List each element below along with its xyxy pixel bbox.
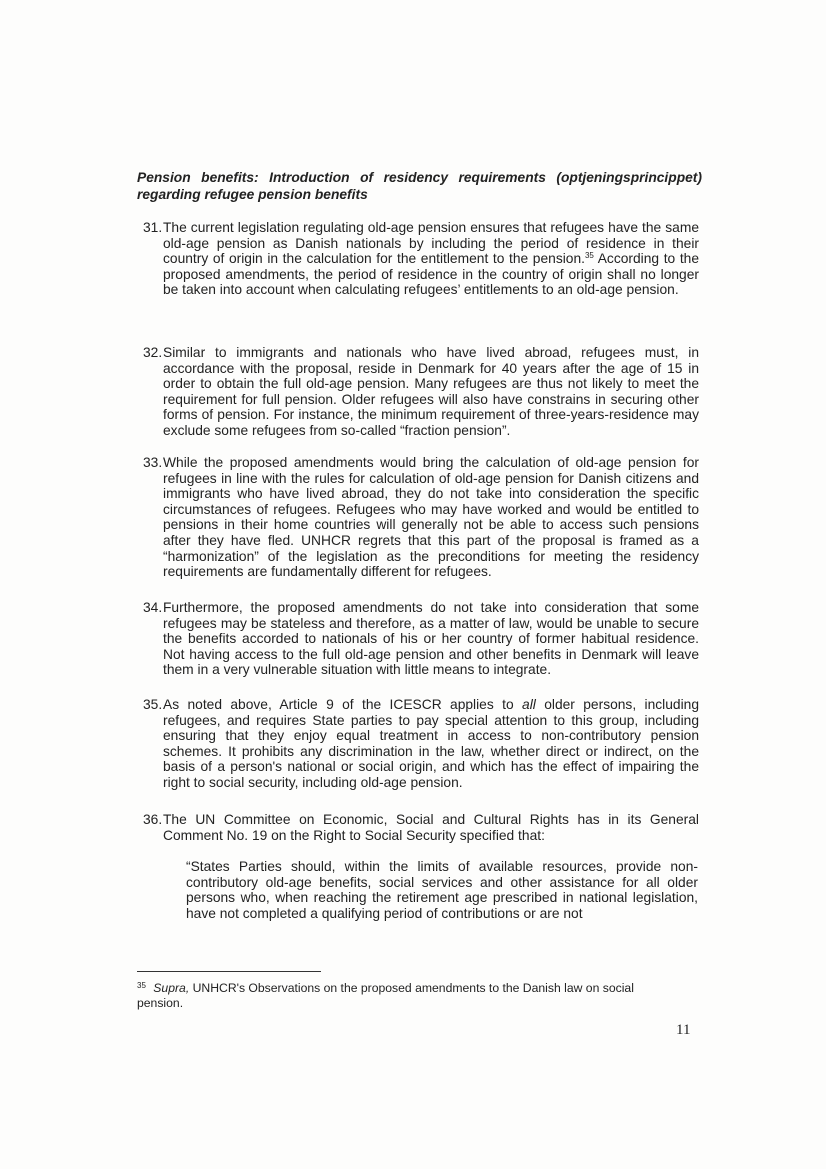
paragraph-number: 36. [143, 812, 163, 827]
footnote-reference[interactable]: 35 [584, 251, 594, 261]
paragraph-text-continued: According to the proposed amendments, the period of residence in the country of origin shall no longer be taken into account when calculating refugees’ entitlements to an old-age pension. [163, 251, 699, 298]
paragraph-number: 31. [143, 220, 163, 235]
paragraph-33 [143, 455, 699, 580]
paragraph-text: The UN Committee on Economic, Social and Cultural Rights has in its General Comment No. 19 on the Right to Social Security specified that: [163, 812, 699, 843]
paragraph-number: 34. [143, 600, 163, 615]
footnote [137, 978, 682, 1011]
paragraph-number: 33. [143, 455, 163, 470]
page-number: 11 [676, 1022, 691, 1038]
footnote-number: 35 [137, 981, 146, 990]
paragraph-text: While the proposed amendments would bring the calculation of old-age pension for refugees in line with the rules for calculation of old-age pension for Danish citizens and immigrants who have lived abroad, they do not take into consideration the specific circumstances of refugees. Refugees who may have worked and would be entitled to pensions in their home countries will generally not be able to access such pensions after they have fled. UNHCR regrets that this part of the proposal is framed as a “harmonization” of the legislation as the preconditions for meeting the residency requirements are fundamentally different for refugees. [163, 455, 699, 580]
paragraph-text: Similar to immigrants and nationals who have lived abroad, refugees must, in accordance with the proposal, reside in Denmark for 40 years after the age of 15 in order to obtain the full old-age pension. Many refugees are thus not likely to meet the requirement for full pension. Older refugees will also have constrains in securing other forms of pension. For instance, the minimum requirement of three-years-residence may exclude some refugees from so-called “fraction pension”. [163, 345, 699, 438]
section-heading: Pension benefits: Introduction of residency requirements (optjeningsprincippet) regarding refugee pension benefits [137, 170, 702, 202]
emphasis-text: all [522, 697, 536, 712]
paragraph-text: older persons, including refugees, and requires State parties to pay special attention to this group, including ensuring that they enjoy equal treatment in access to non-contributory pension schemes. It prohibits any discrimination in the law, whether direct or indirect, on the basis of a person's national or social origin, and which has the effect of impairing the right to social security, including old-age pension. [163, 697, 699, 790]
footnote-text: UNHCR's Observations on the proposed amendments to the Danish law on social pension. [137, 981, 634, 1010]
block-quote: “States Parties should, within the limits of available resources, provide non-contributory old-age benefits, social services and other assistance for all older persons who, when reaching the retirement age prescribed in national legislation, have not completed a qualifying period of contributions or are not [186, 859, 698, 921]
paragraph-text-lead: As noted above, Article 9 of the ICESCR applies to [163, 697, 514, 712]
paragraph-text: The current legislation regulating old-age pension ensures that refugees have the same old-age pension as Danish nationals by including the period of residence in their country of origin in the calculation for the entitlement to the pension. [163, 220, 699, 267]
footnote-divider [137, 971, 321, 972]
paragraph-34 [143, 600, 699, 678]
paragraph-number: 35. [143, 697, 163, 712]
paragraph-31 [143, 220, 699, 298]
paragraph-number: 32. [143, 345, 163, 360]
paragraph-32 [143, 345, 699, 439]
paragraph-36 [143, 812, 699, 843]
paragraph-text: Furthermore, the proposed amendments do not take into consideration that some refugees may be stateless and therefore, as a matter of law, would be unable to secure the benefits accorded to nationals of his or her country of former habitual residence. Not having access to the full old-age pension and other benefits in Denmark will leave them in a very vulnerable situation with little means to integrate. [163, 600, 699, 678]
footnote-emphasis: Supra, [153, 981, 190, 995]
paragraph-35 [143, 697, 699, 791]
